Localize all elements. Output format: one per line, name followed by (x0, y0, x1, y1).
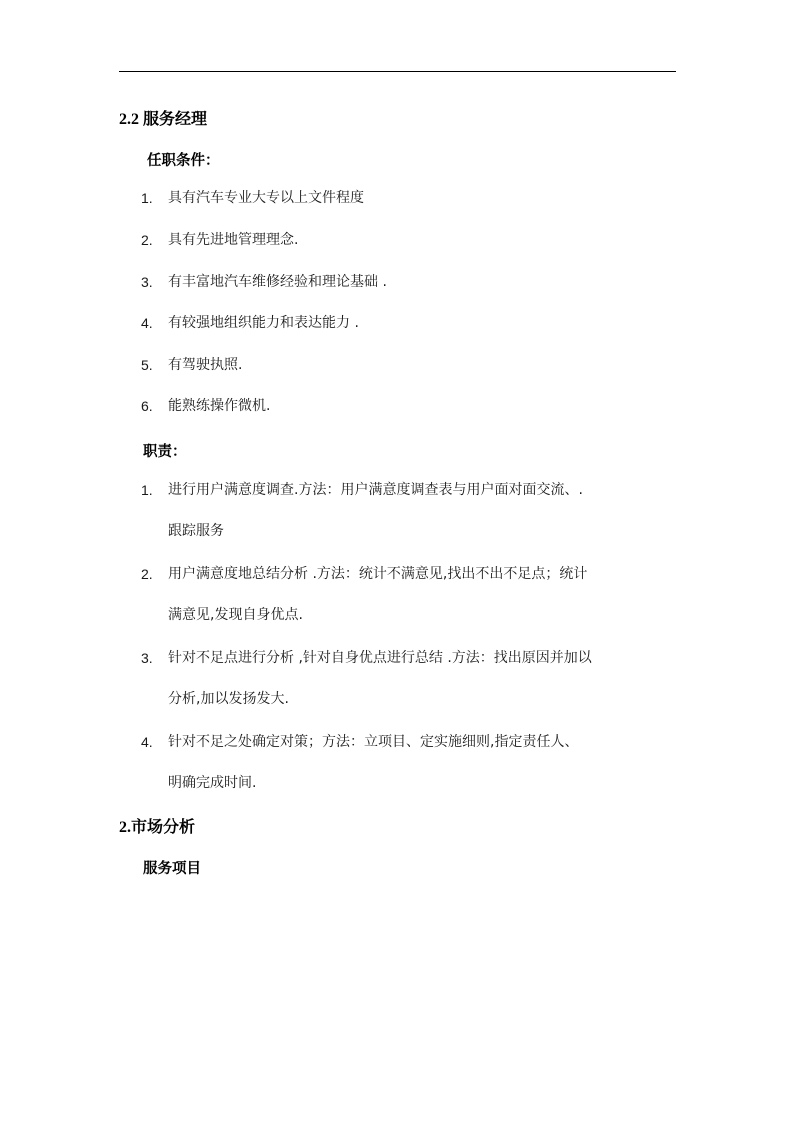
list-item (141, 722, 681, 804)
list-number: 4. (141, 734, 153, 750)
list-text: 具有汽车专业大专以上文件程度 (168, 190, 364, 206)
list-item (141, 638, 681, 720)
list-item (141, 554, 681, 636)
requirements-title: 任职条件： (147, 153, 220, 169)
list-item (141, 470, 681, 552)
list-text: 进行用户满意度调查.方法：用户满意度调查表与用户面对面交流、. (168, 482, 583, 498)
list-number: 6. (141, 398, 153, 414)
list-number: 3. (141, 274, 153, 290)
section-heading-market-analysis: 2.市场分析 (119, 819, 196, 836)
list-number: 1. (141, 482, 153, 498)
list-text: 针对不足点进行分析 ,针对自身优点进行总结 .方法：找出原因并加以 (168, 650, 592, 666)
list-number: 4. (141, 315, 153, 331)
list-number: 5. (141, 357, 153, 373)
list-text: 具有先进地管理理念. (168, 232, 299, 248)
list-number: 2. (141, 566, 153, 582)
list-number: 1. (141, 190, 153, 206)
header-rule (119, 71, 676, 72)
list-number: 3. (141, 650, 153, 666)
list-text-continuation: 明确完成时间. (168, 775, 257, 791)
service-items-title: 服务项目 (143, 861, 201, 877)
list-text: 针对不足之处确定对策；方法：立项目、定实施细则,指定责任人、 (168, 734, 579, 750)
list-text: 有驾驶执照. (168, 357, 243, 373)
list-text-continuation: 满意见,发现自身优点. (168, 607, 303, 623)
list-text: 有较强地组织能力和表达能力 . (168, 315, 359, 331)
list-number: 2. (141, 232, 153, 248)
list-text: 能熟练操作微机. (168, 398, 271, 414)
list-text: 用户满意度地总结分析 .方法：统计不满意见,找出不出不足点；统计 (168, 566, 588, 582)
section-heading-service-manager: 2.2 服务经理 (119, 111, 208, 128)
list-text-continuation: 跟踪服务 (168, 523, 224, 539)
duties-title: 职责： (143, 444, 187, 460)
list-text-continuation: 分析,加以发扬发大. (168, 691, 289, 707)
list-text: 有丰富地汽车维修经验和理论基础 . (168, 274, 387, 290)
